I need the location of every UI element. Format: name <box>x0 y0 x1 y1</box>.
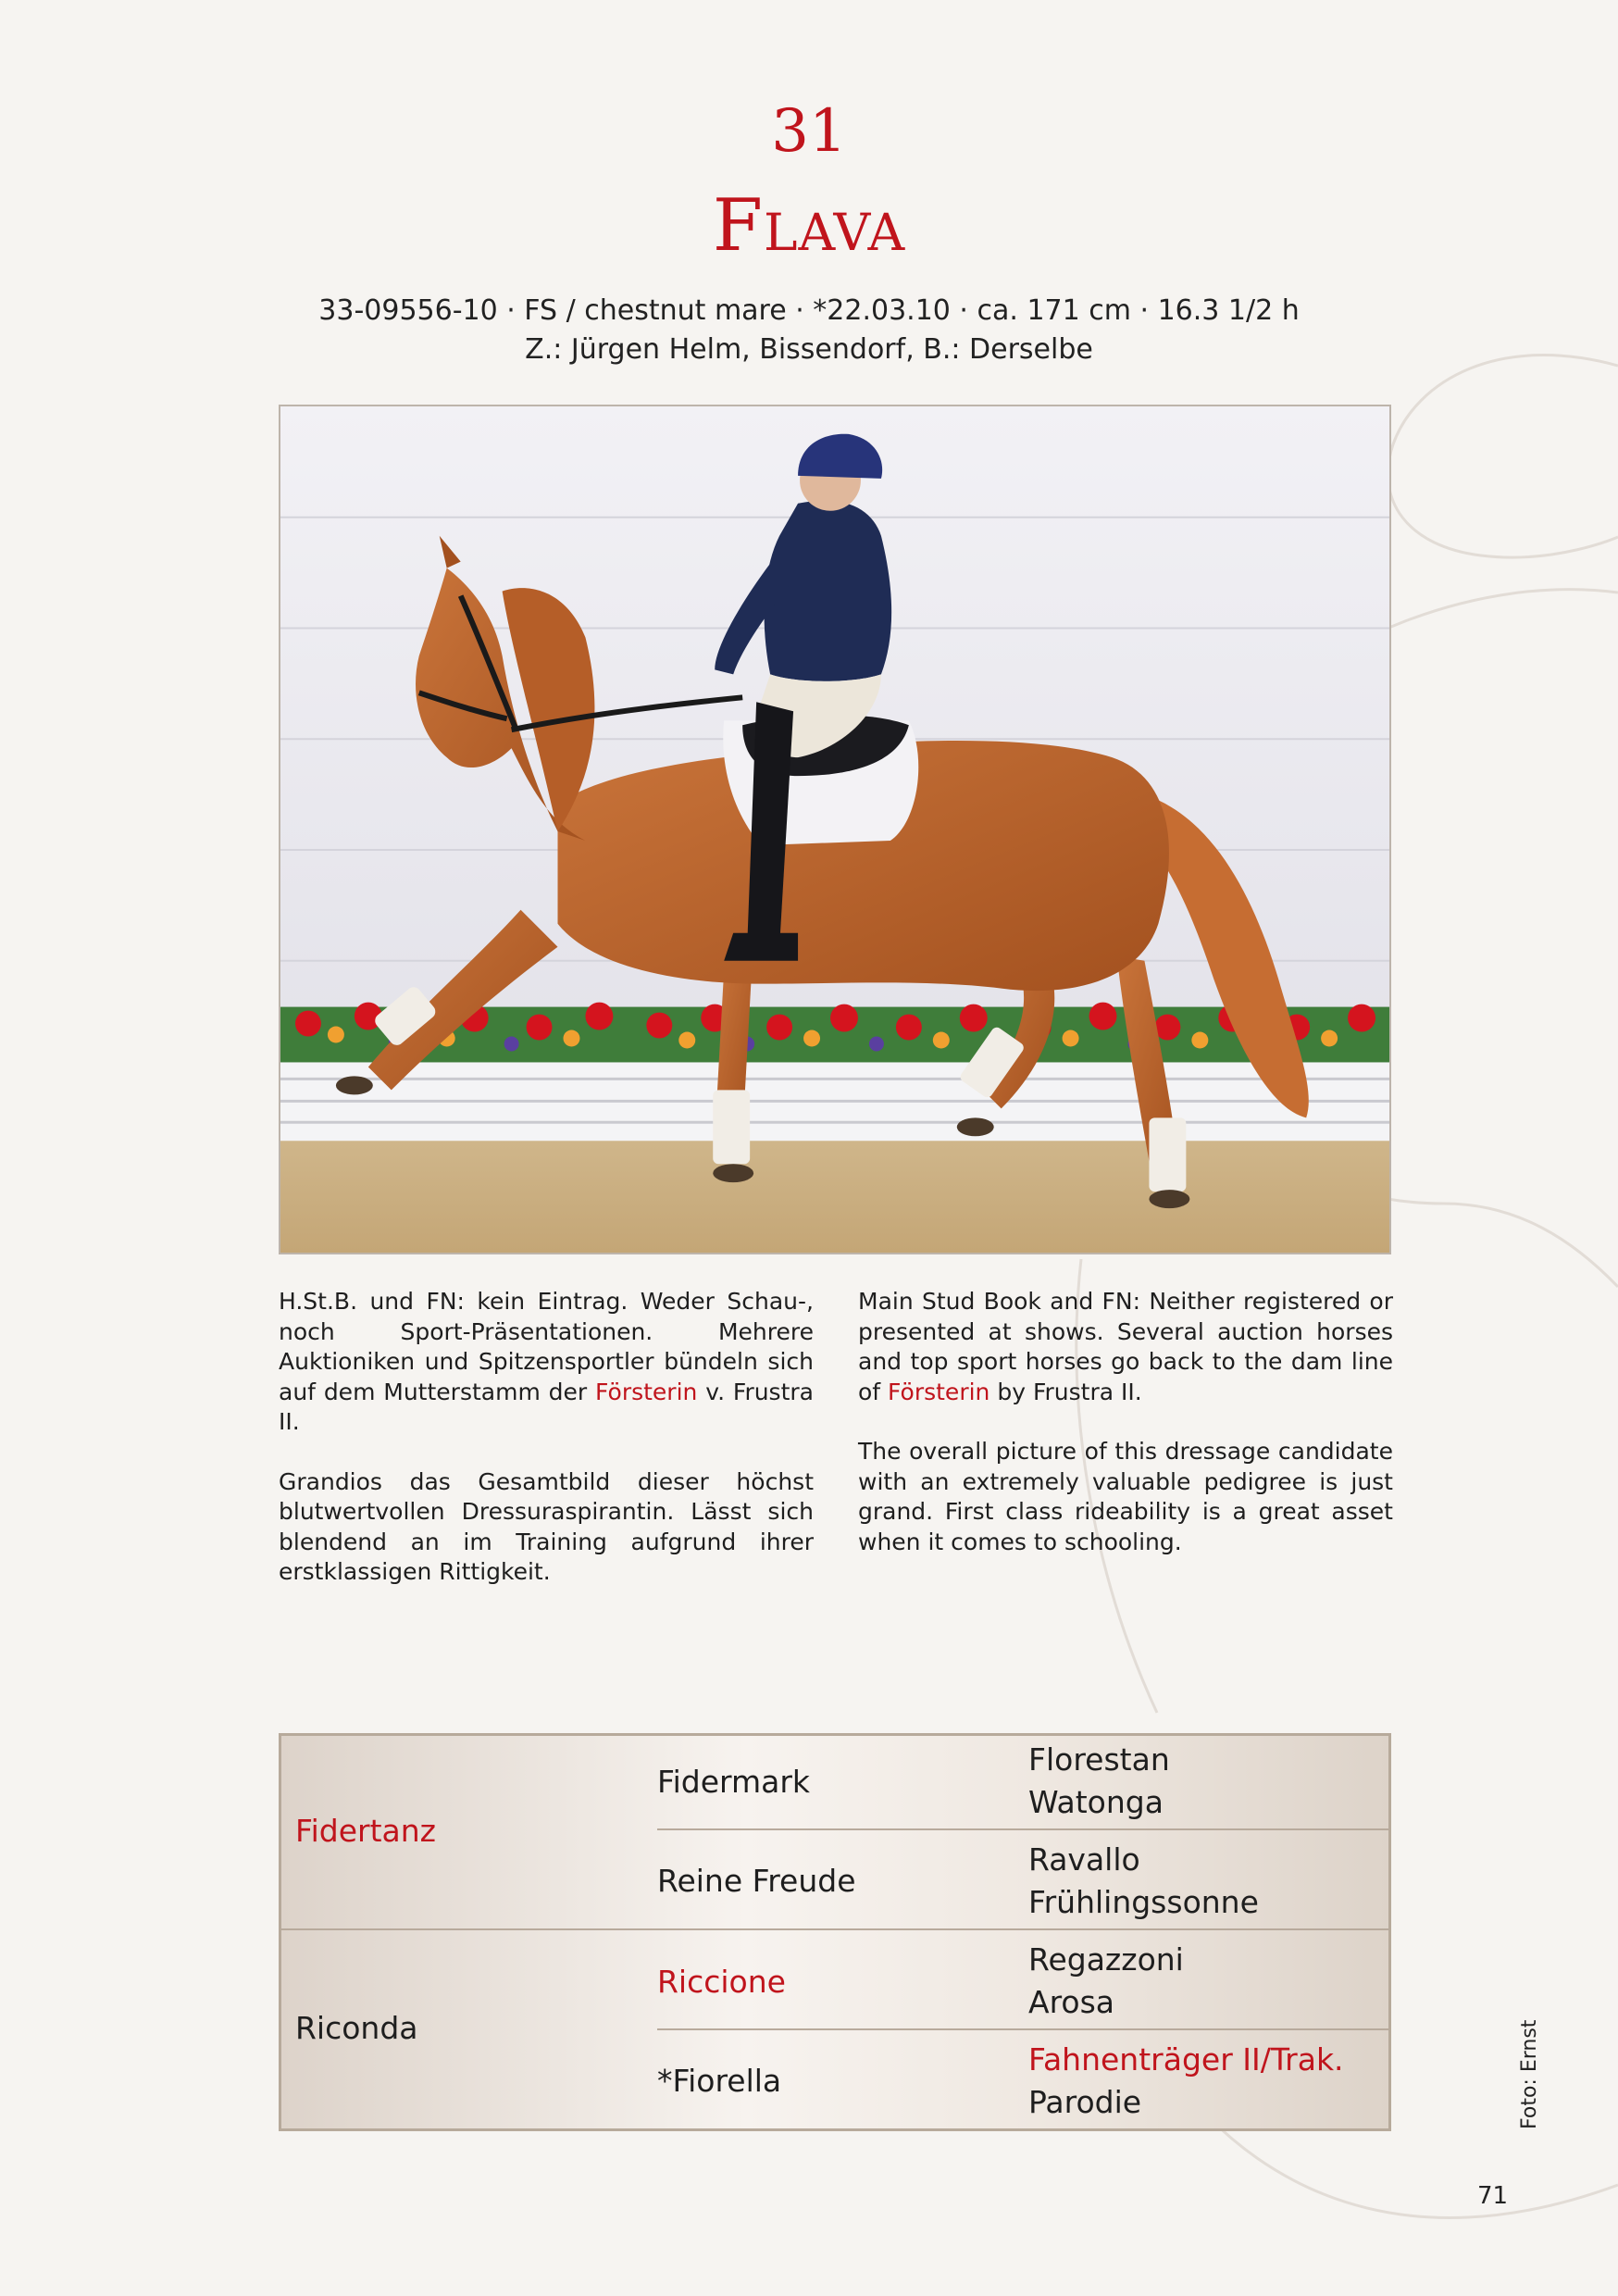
description-german <box>279 1287 814 1588</box>
pedigree-gen3-5: Regazzoni <box>1028 1941 1184 1978</box>
horse-photo <box>279 405 1391 1254</box>
pedigree-dam: Riconda <box>295 2010 418 2046</box>
pedigree-gen3-7: Fahnenträger II/Trak. <box>1028 2041 1344 2078</box>
pedigree-divider <box>281 1928 1388 1930</box>
description-english <box>858 1287 1393 1557</box>
pedigree-sire-sire: Fidermark <box>657 1764 811 1800</box>
lot-number: 31 <box>771 97 847 166</box>
description-german-paragraph-2: Grandios das Gesamtbild dieser höchst blutwertvollen Dressuraspirantin. Lässt sich blendend an im Training aufgrund ihrer erstklassigen Rittigkeit. <box>279 1467 814 1585</box>
pedigree-gen3-8: Parodie <box>1028 2084 1142 2120</box>
dam-line-highlight: Försterin <box>888 1378 990 1405</box>
pedigree-divider <box>657 1828 1388 1830</box>
photo-credit: Foto: Ernst <box>1518 2019 1541 2129</box>
pedigree-gen3-4: Frühlingssonne <box>1028 1884 1259 1920</box>
description-german-paragraph-1: H.St.B. und FN: kein Eintrag. Weder Schau-, noch Sport-Präsentationen. Mehrere Auktioniken und Spitzensportler bündeln sich auf dem Mutterstamm der Försterin v. Frustra II. <box>279 1288 814 1435</box>
horse-name: Flava <box>712 184 906 268</box>
pedigree-sire: Fidertanz <box>295 1813 436 1849</box>
pedigree-sire-dam: Reine Freude <box>657 1863 856 1899</box>
description-english-paragraph-1: Main Stud Book and FN: Neither registered or presented at shows. Several auction horses and top sport horses go back to the dam line of Försterin by Frustra II. <box>858 1288 1393 1405</box>
pedigree-table <box>279 1733 1391 2131</box>
pedigree-dam-sire: Riccione <box>657 1964 786 2000</box>
pedigree-divider <box>657 2028 1388 2030</box>
horse-info-line: 33-09556-10 · FS / chestnut mare · *22.03.10 · ca. 171 cm · 16.3 1/2 h <box>318 294 1300 327</box>
pedigree-dam-dam: *Fiorella <box>657 2063 782 2099</box>
breeder-info-line: Z.: Jürgen Helm, Bissendorf, B.: Derselbe <box>525 333 1093 366</box>
dam-line-highlight: Försterin <box>595 1378 698 1405</box>
description-english-paragraph-2: The overall picture of this dressage candidate with an extremely valuable pedigree is just grand. First class rideability is a great asset when it comes to schooling. <box>858 1438 1393 1555</box>
pedigree-gen3-1: Florestan <box>1028 1741 1170 1778</box>
pedigree-gen3-3: Ravallo <box>1028 1841 1140 1878</box>
page-number: 71 <box>1477 2182 1509 2210</box>
pedigree-gen3-6: Arosa <box>1028 1984 1115 2020</box>
pedigree-gen3-2: Watonga <box>1028 1784 1164 1820</box>
